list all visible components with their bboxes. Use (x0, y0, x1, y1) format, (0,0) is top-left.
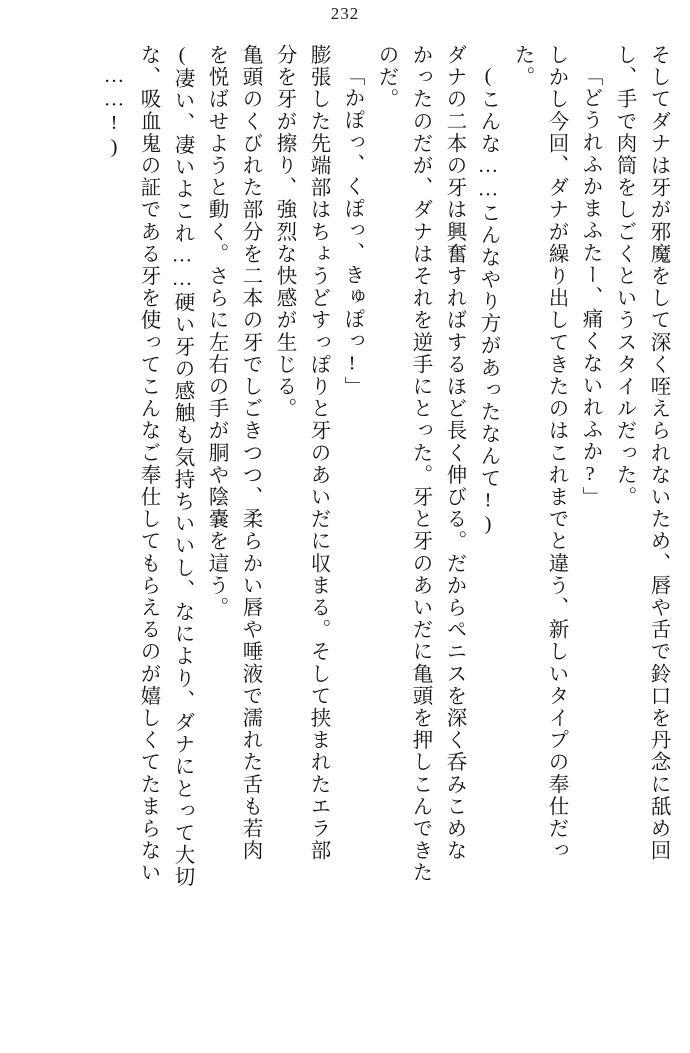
text-column: 亀頭のくびれた部分を二本の牙でしごきつつ、柔らかい唇や唾液で濡れた舌も若肉 (239, 44, 261, 862)
text-column: 「どうれふかまふたー、痛くないれふか?」 (579, 65, 601, 509)
text-column: しかし今回、ダナが繰り出してきたのはこれまでと違う、新しいタイプの奉仕だっ (545, 44, 567, 862)
vertical-text-body (22, 44, 668, 1032)
text-column: を悦ばせようと動く。さらに左右の手が胴や陰嚢を這う。 (205, 44, 227, 619)
text-column: そしてダナは牙が邪魔をして深く咥えられないため、唇や舌で鈴口を丹念に舐め回 (647, 44, 669, 862)
text-column: な、吸血鬼の証である牙を使ってこんなご奉仕してもらえるのが嬉しくてたまらない (137, 44, 159, 884)
page-number: 232 (330, 4, 360, 23)
text-column: 分を牙が擦り、強烈な快感が生じる。 (273, 44, 295, 420)
text-column: かったのだが、ダナはそれを逆手にとった。牙と牙のあいだに亀頭を押しこんできた (409, 44, 431, 884)
text-column: 膨張した先端部はちょうどすっぽりと牙のあいだに収まる。そして挟まれたエラ部 (307, 44, 329, 862)
text-column: 「かぽっ、くぽっ、きゅぽっ!」 (341, 65, 363, 398)
text-column: し、手で肉筒をしごくというスタイルだった。 (613, 44, 635, 509)
text-column: (こんな……こんなやり方があったなんて!) (477, 65, 499, 537)
text-column: ……!) (103, 65, 125, 160)
text-column: ダナの二本の牙は興奮すればするほど長く伸びる。だからペニスを深く呑みこめな (443, 44, 465, 862)
text-column: (凄い、凄いよこれ……硬い牙の感触も気持ちいいし、なにより、ダナにとって大切 (171, 44, 193, 889)
text-column: た。 (511, 44, 533, 89)
text-column: のだ。 (375, 44, 397, 111)
